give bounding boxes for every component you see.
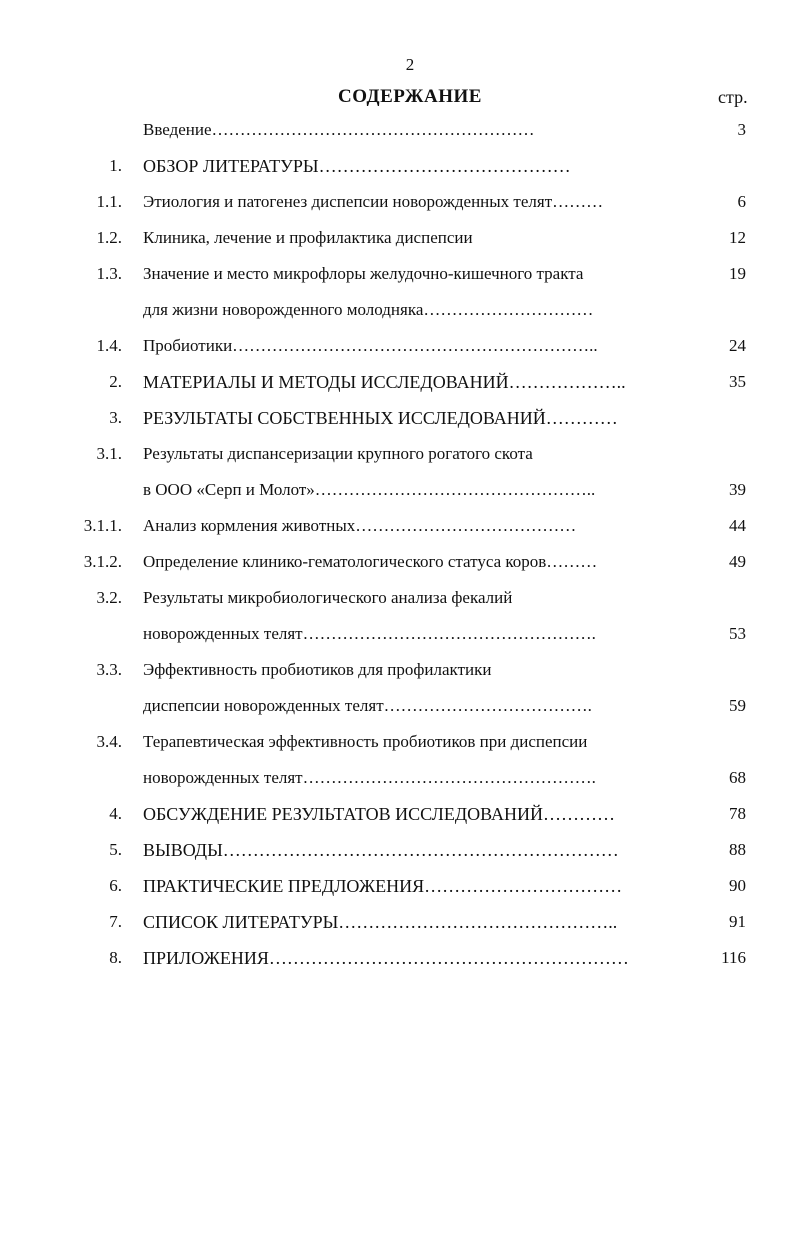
toc-row-number: 3.	[109, 408, 122, 427]
toc-row-number: 3.2.	[96, 588, 122, 607]
toc-row	[0, 156, 793, 186]
toc-row	[0, 660, 793, 690]
toc-row-number: 3.3.	[96, 660, 122, 679]
toc-title: СОДЕРЖАНИЕ	[338, 86, 482, 107]
toc-row-title: новорожденных телят…………………………………………….	[143, 768, 596, 787]
toc-row-number: 4.	[109, 804, 122, 823]
page-number: 2	[405, 55, 415, 74]
toc-row	[0, 444, 793, 474]
toc-row-page: 78	[729, 804, 746, 823]
toc-row-title: ПРИЛОЖЕНИЯ……………………………………………………	[143, 948, 629, 968]
toc-row	[0, 588, 793, 618]
toc-row-page: 24	[729, 336, 746, 355]
toc-row-page: 116	[721, 948, 746, 967]
toc-row-page: 39	[729, 480, 746, 499]
toc-row-number: 3.1.1.	[83, 516, 122, 535]
toc-row	[0, 408, 793, 438]
toc-row	[0, 552, 793, 582]
toc-row	[0, 768, 793, 798]
toc-row-page: 88	[729, 840, 746, 859]
toc-row	[0, 228, 793, 258]
toc-row	[0, 624, 793, 654]
toc-row-title: Результаты микробиологического анализа фекалий	[143, 588, 513, 607]
page-column-label: стр.	[718, 87, 748, 107]
toc-row-title: для жизни новорожденного молодняка…………………………	[143, 300, 594, 319]
toc-row	[0, 696, 793, 726]
toc-row	[0, 516, 793, 546]
toc-row	[0, 192, 793, 222]
toc-row-page: 91	[729, 912, 746, 931]
toc-row-number: 3.4.	[96, 732, 122, 751]
toc-row-title: РЕЗУЛЬТАТЫ СОБСТВЕННЫХ ИССЛЕДОВАНИЙ…………	[143, 408, 618, 428]
toc-row-number: 3.1.	[96, 444, 122, 463]
toc-row-page: 6	[737, 192, 746, 211]
toc-row-title: МАТЕРИАЛЫ И МЕТОДЫ ИССЛЕДОВАНИЙ………………..	[143, 372, 626, 392]
toc-row	[0, 876, 793, 906]
toc-row	[0, 804, 793, 834]
toc-row-number: 2.	[109, 372, 122, 391]
toc-row-title: Анализ кормления животных…………………………………	[143, 516, 577, 535]
toc-row	[0, 480, 793, 510]
toc-row-page: 12	[729, 228, 746, 247]
toc-row-title: Результаты диспансеризации крупного рогатого скота	[143, 444, 533, 463]
toc-row-page: 44	[729, 516, 746, 535]
toc-row-number: 1.3.	[96, 264, 122, 283]
toc-row-title: ПРАКТИЧЕСКИЕ ПРЕДЛОЖЕНИЯ……………………………	[143, 876, 623, 896]
toc-row-page: 68	[729, 768, 746, 787]
toc-row	[0, 336, 793, 366]
toc-row-page: 35	[729, 372, 746, 391]
toc-row-number: 3.1.2.	[83, 552, 122, 571]
toc-row	[0, 120, 793, 150]
toc-row	[0, 912, 793, 942]
toc-row-number: 6.	[109, 876, 122, 895]
toc-row-title: Этиология и патогенез диспепсии новорожденных телят………	[143, 192, 604, 211]
toc-row-page: 59	[729, 696, 746, 715]
toc-row-title: новорожденных телят…………………………………………….	[143, 624, 596, 643]
toc-row-page: 19	[729, 264, 746, 283]
toc-row-title: ОБЗОР ЛИТЕРАТУРЫ……………………………………	[143, 156, 571, 176]
toc-row-page: 53	[729, 624, 746, 643]
toc-row-page: 90	[729, 876, 746, 895]
toc-row-title: Определение клинико-гематологического статуса коров………	[143, 552, 598, 571]
toc-row	[0, 840, 793, 870]
toc-row-number: 1.	[109, 156, 122, 175]
toc-row-title: ОБСУЖДЕНИЕ РЕЗУЛЬТАТОВ ИССЛЕДОВАНИЙ…………	[143, 804, 616, 824]
toc-row	[0, 372, 793, 402]
toc-row-title: Эффективность пробиотиков для профилактики	[143, 660, 492, 679]
toc-row-title: Пробиотики………………………………………………………..	[143, 336, 598, 355]
toc-row-page: 3	[737, 120, 746, 139]
toc-row-page: 49	[729, 552, 746, 571]
toc-row-number: 8.	[109, 948, 122, 967]
toc-row	[0, 264, 793, 294]
toc-row	[0, 732, 793, 762]
toc-row-title: в ООО «Серп и Молот»…………………………………………..	[143, 480, 596, 499]
toc-row-title: Введение…………………………………………………	[143, 120, 535, 139]
toc-row-title: Значение и место микрофлоры желудочно-кишечного тракта	[143, 264, 584, 283]
toc-row-title: диспепсии новорожденных телят……………………………….	[143, 696, 592, 715]
toc-row	[0, 948, 793, 978]
toc-row-number: 1.1.	[96, 192, 122, 211]
toc-row-title: СПИСОК ЛИТЕРАТУРЫ………………………………………..	[143, 912, 618, 932]
toc-row-title: Клиника, лечение и профилактика диспепсии	[143, 228, 473, 247]
toc-row-number: 1.4.	[96, 336, 122, 355]
toc-row-number: 1.2.	[96, 228, 122, 247]
toc-row-title: Терапевтическая эффективность пробиотиков при диспепсии	[143, 732, 588, 751]
toc-row-number: 5.	[109, 840, 122, 859]
toc-row-title: ВЫВОДЫ…………………………………………………………	[143, 840, 619, 860]
toc-row	[0, 300, 793, 330]
toc-row-number: 7.	[109, 912, 122, 931]
